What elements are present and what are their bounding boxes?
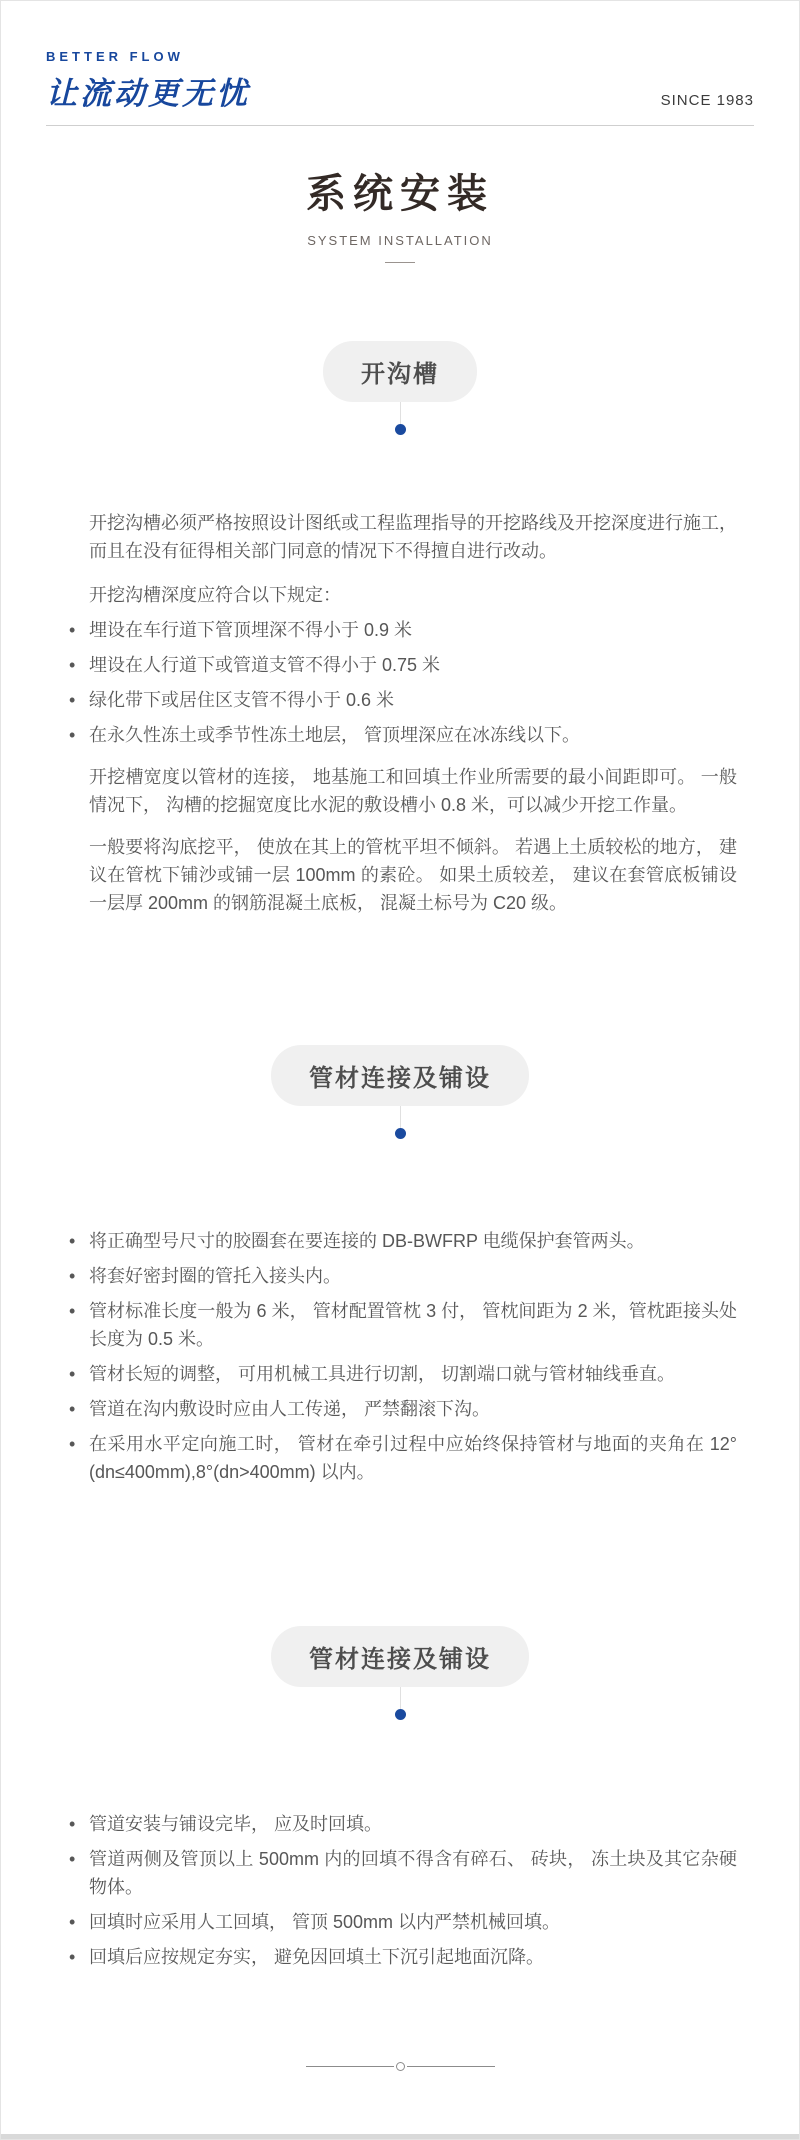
logo xyxy=(46,49,250,113)
list-item: • 在永久性冻土或季节性冻土地层， 管顶埋深应在冰冻线以下。 xyxy=(63,721,737,749)
section-0 xyxy=(63,341,737,917)
page-bottom-edge xyxy=(1,2134,799,2139)
lead-paragraph: 开挖沟槽深度应符合以下规定： xyxy=(89,585,341,605)
connector-dot-icon xyxy=(395,1128,406,1139)
list-item: • 管道两侧及管顶以上 500mm 内的回填不得含有碎石、 砖块， 冻土块及其它杂硬物体。 xyxy=(63,1845,737,1901)
bullet-list xyxy=(63,1227,737,1486)
section-badge: 管材连接及铺设 xyxy=(271,1626,529,1687)
paragraph: 开挖槽宽度以管材的连接， 地基施工和回填土作业所需要的最小间距即可。 一般情况下， 沟槽的挖掘宽度比水泥的敷设槽小 0.8 米，可以减少开挖工作量。 xyxy=(89,767,737,815)
list-item: • 将套好密封圈的管托入接头内。 xyxy=(63,1262,737,1290)
header-divider xyxy=(46,125,754,126)
section-2 xyxy=(63,1626,737,1971)
sections-container xyxy=(1,341,799,1971)
list-item: • 回填后应按规定夯实， 避免因回填土下沉引起地面沉降。 xyxy=(63,1943,737,1971)
logo-wordmark: 让流动更无忧 xyxy=(46,76,250,111)
footer-divider-line-right xyxy=(407,2066,495,2067)
list-item: • 管道安装与铺设完毕， 应及时回填。 xyxy=(63,1810,737,1838)
list-item: • 将正确型号尺寸的胶圈套在要连接的 DB-BWFRP 电缆保护套管两头。 xyxy=(63,1227,737,1255)
list-item: • 埋设在车行道下管顶埋深不得小于 0.9 米 xyxy=(63,616,737,644)
paragraph: 开挖沟槽必须严格按照设计图纸或工程监理指导的开挖路线及开挖深度进行施工， 而且在没有征得相关部门同意的情况下不得擅自进行改动。 xyxy=(89,513,737,561)
paragraph: 一般要将沟底挖平， 使放在其上的管枕平坦不倾斜。 若遇上土质较松的地方， 建议在管枕下铺沙或铺一层 100mm 的素砼。 如果土质较差， 建议在套管底板铺设一层厚 200mm 的钢筋混凝土底板， 混凝土标号为 C20 级。 xyxy=(89,837,737,913)
page-title: 系统安装 xyxy=(306,172,494,216)
connector-line xyxy=(400,1106,401,1128)
connector-line xyxy=(400,1687,401,1709)
footer-divider-circle-icon xyxy=(396,2062,405,2071)
section-badge: 开沟槽 xyxy=(323,341,477,402)
section-1 xyxy=(63,1045,737,1486)
footer-divider xyxy=(1,2062,799,2071)
connector-dot-icon xyxy=(395,424,406,435)
footer-divider-line-left xyxy=(306,2066,394,2067)
list-item: • 绿化带下或居住区支管不得小于 0.6 米 xyxy=(63,686,737,714)
section-badge: 管材连接及铺设 xyxy=(271,1045,529,1106)
bullet-list xyxy=(63,616,737,749)
since-label: SINCE 1983 xyxy=(660,92,754,109)
bullet-list xyxy=(63,1810,737,1971)
list-item: • 埋设在人行道下或管道支管不得小于 0.75 米 xyxy=(63,651,737,679)
title-block xyxy=(1,162,799,263)
title-dash xyxy=(385,262,415,263)
list-item: • 管材长短的调整， 可用机械工具进行切割， 切割端口就与管材轴线垂直。 xyxy=(63,1360,737,1388)
page-subtitle: SYSTEM INSTALLATION xyxy=(307,233,493,248)
logo-tagline: BETTER FLOW xyxy=(46,49,184,64)
list-item: • 回填时应采用人工回填， 管顶 500mm 以内严禁机械回填。 xyxy=(63,1908,737,1936)
connector-dot-icon xyxy=(395,1709,406,1720)
list-item: • 管材标准长度一般为 6 米， 管材配置管枕 3 付， 管枕间距为 2 米，管枕距接头处长度为 0.5 米。 xyxy=(63,1297,737,1353)
connector-line xyxy=(400,402,401,424)
list-item: • 在采用水平定向施工时， 管材在牵引过程中应始终保持管材与地面的夹角在 12°(dn≤400mm),8°(dn>400mm) 以内。 xyxy=(63,1430,737,1486)
list-item: • 管道在沟内敷设时应由人工传递， 严禁翻滚下沟。 xyxy=(63,1395,737,1423)
header xyxy=(1,1,799,126)
